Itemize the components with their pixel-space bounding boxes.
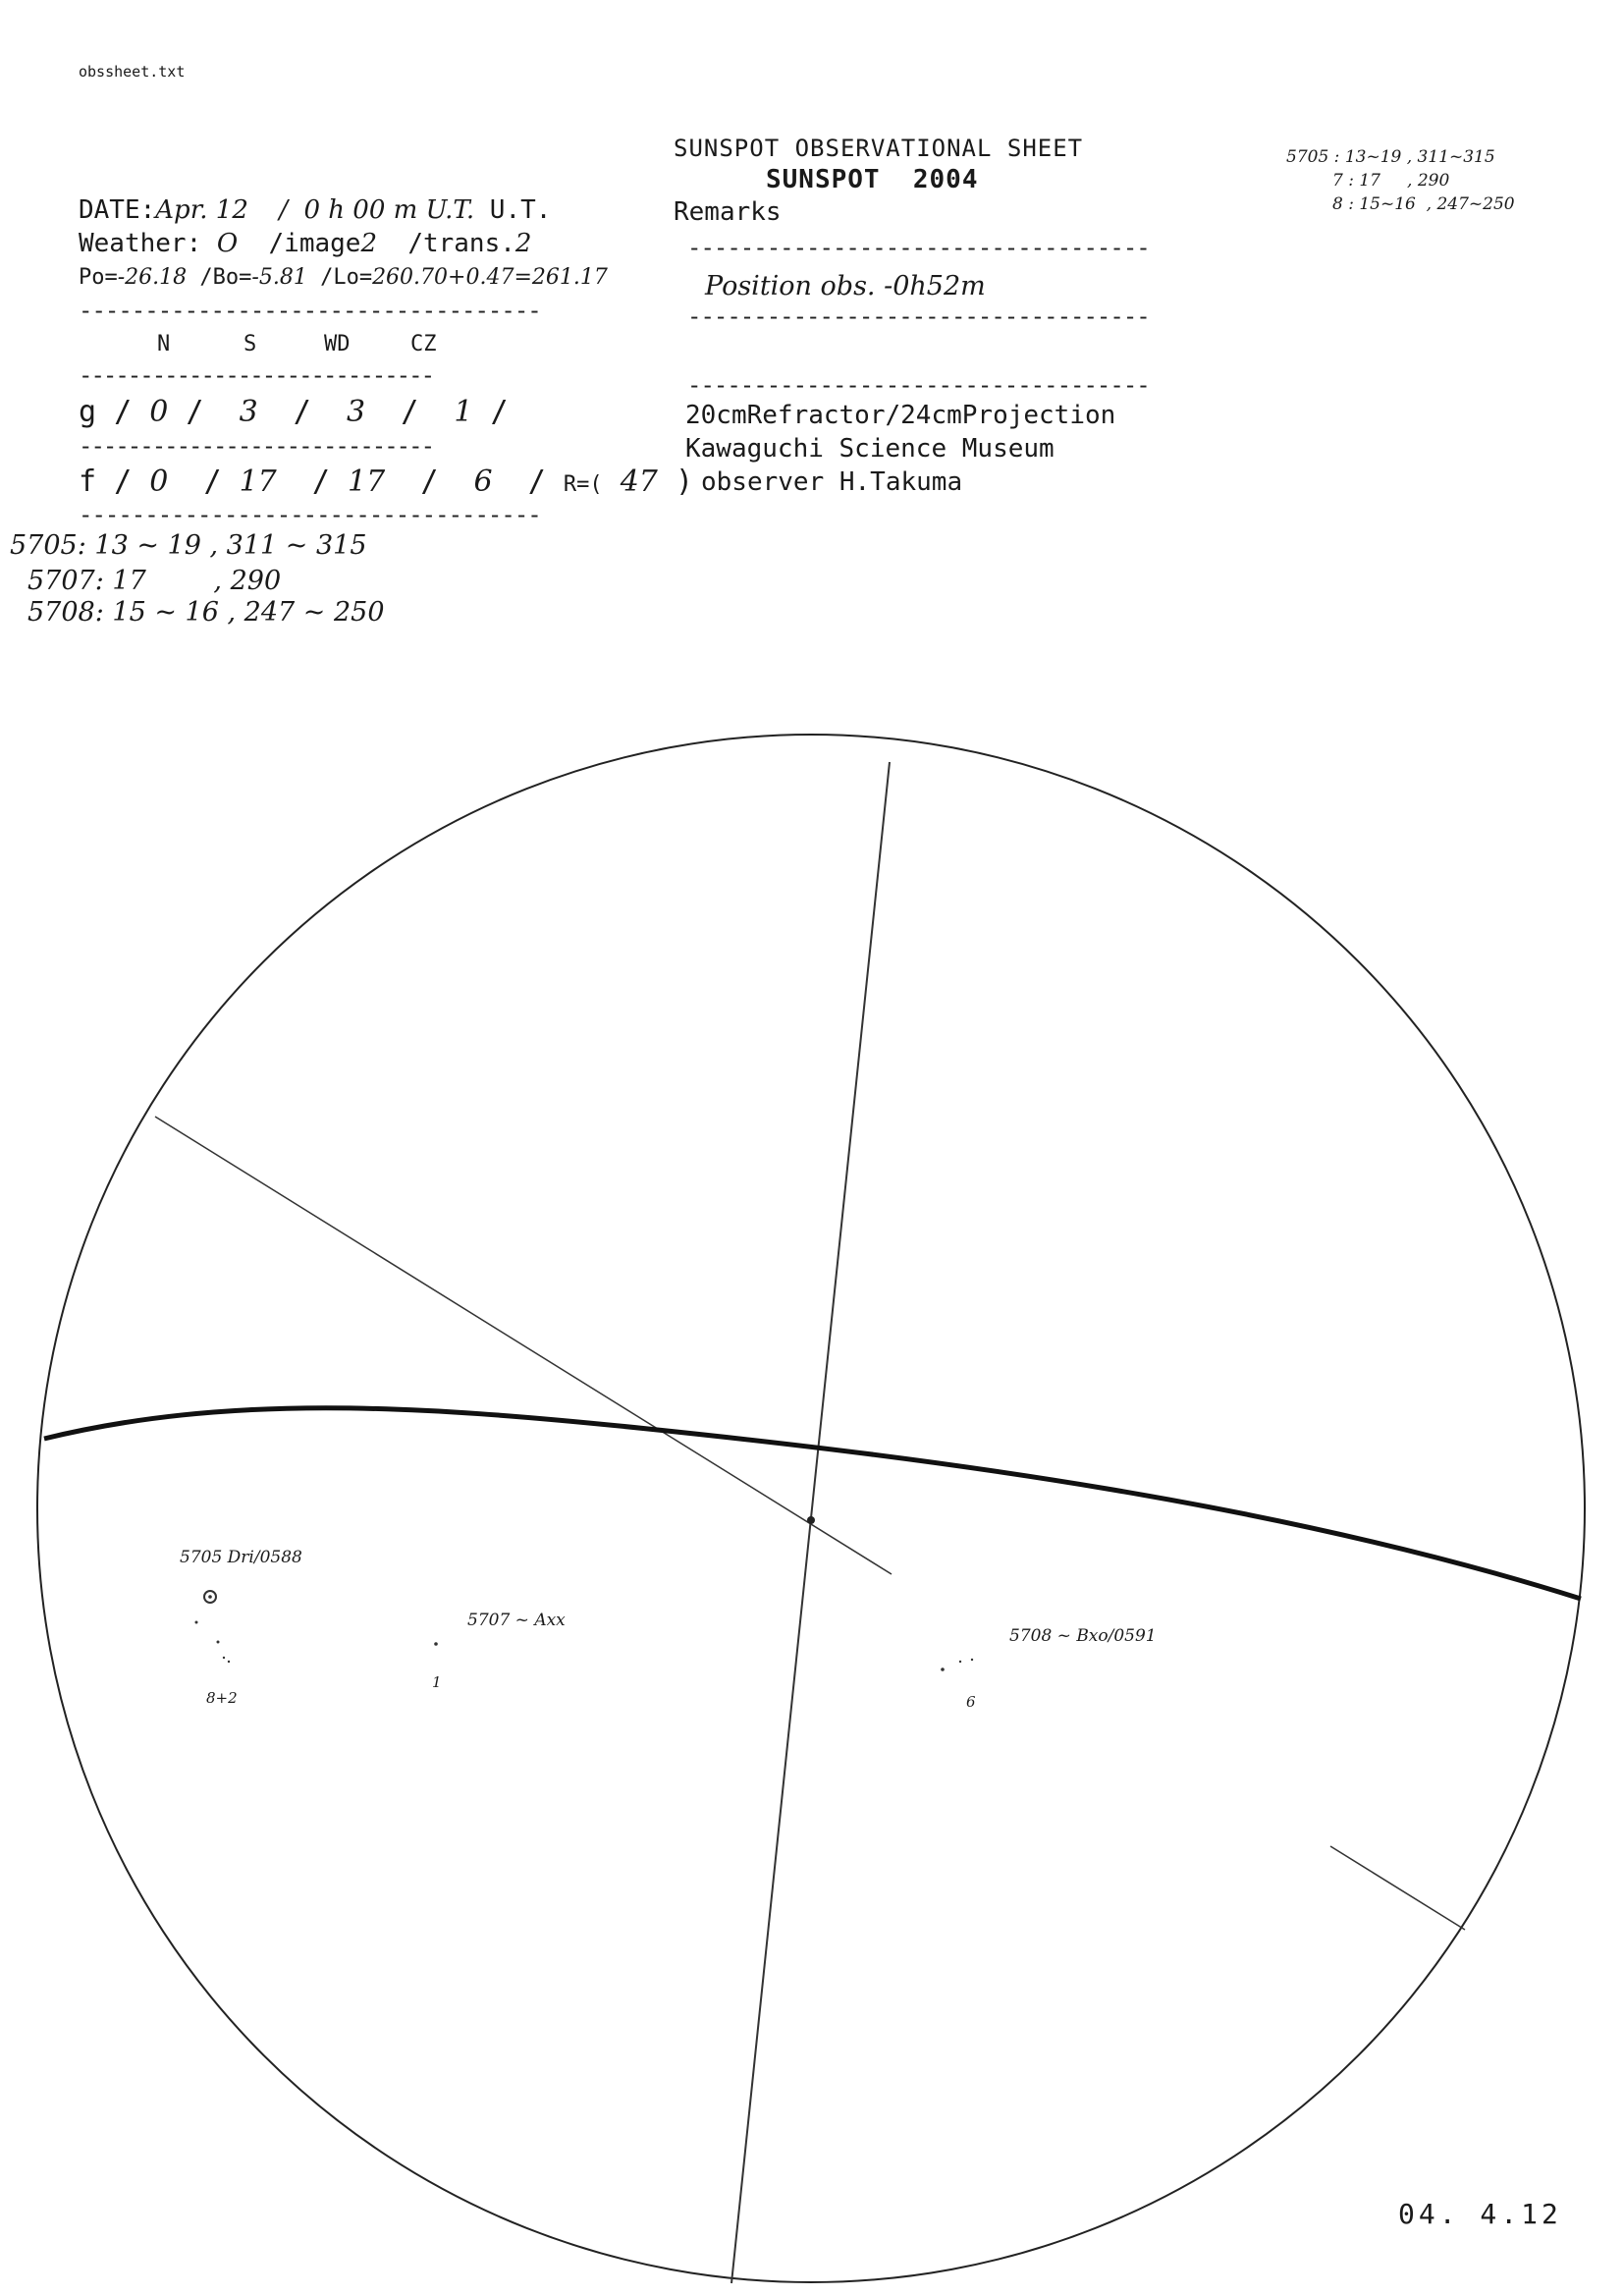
weather-value: O [216,229,239,258]
date-stamp: 04. 4.12 [1398,2198,1562,2230]
f-row: f / 0 / 17 / 17 / 6 / R=( 47 ) [79,465,693,499]
g-wd: 3 [347,395,366,429]
trans-value: 2 [514,229,532,258]
f-n: 0 [149,465,169,499]
region-coords: 17 , 290 [1359,171,1450,191]
g-cz: 1 [454,395,473,429]
region-coords: 15~16 , 247~250 [1359,194,1515,214]
sunspot-group-5707 [434,1642,438,1646]
sunspot-label-5705: 5705 Dri/0588 [180,1548,302,1567]
remarks-divider: ----------------------------------- [687,371,1150,399]
r-close: ) [675,465,693,499]
sheet-subtitle: SUNSPOT 2004 [766,165,979,194]
sunspot-group-5708 [959,1661,961,1663]
date-row: DATE:Apr. 12 / 0 h 00 m U.T. U.T. [79,195,552,225]
sunspot-group-5708 [971,1659,973,1661]
l0-value: 260.70+0.47=261.17 [372,265,608,290]
region-lat: 15 ~ 16 , [112,597,237,628]
col-wd: WD [324,332,351,356]
f-label: f [79,465,97,499]
disk-center-mark [807,1516,815,1524]
region-id: 5707: [27,566,104,596]
sheet-title: SUNSPOT OBSERVATIONAL SHEET [674,135,1084,162]
col-n: N [157,332,171,356]
r-value: 47 [620,465,658,499]
region-lat: 13 ~ 19 , [94,530,219,561]
region-id: 5708: [27,597,104,628]
instrument: 20cmRefractor/24cmProjection [685,401,1116,430]
remarks-note: Position obs. -0h52m [705,271,986,301]
form-divider: ----------------------------- [79,432,434,460]
axis-tick [1330,1846,1465,1930]
f-wd: 17 [348,465,386,499]
remarks-divider: ----------------------------------- [687,302,1150,330]
g-n: 0 [149,395,169,429]
sunspot-group-5705 [195,1621,198,1624]
region-lon: 311 ~ 315 [226,530,367,561]
region-id: 8 : [1332,194,1354,214]
sunspot-count-5707: 1 [432,1673,442,1691]
form-divider: ----------------------------- [79,361,434,389]
f-cz: 6 [473,465,493,499]
institution: Kawaguchi Science Museum [685,434,1055,464]
g-row: g / 0 / 3 / 3 / 1 / [79,395,509,429]
region-id: 5705 : [1286,147,1340,167]
g-label: g [79,395,97,429]
f-s: 17 [239,465,277,499]
image-value: 2 [360,229,377,258]
b0-label: /Bo= [199,265,252,290]
region-id: 5705: [10,530,86,561]
region-id: 7 : [1332,171,1354,191]
r-label: R=( [563,472,603,497]
g-s: 3 [239,395,258,429]
weather-label: Weather: [79,229,202,258]
form-divider: ----------------------------------- [79,501,541,528]
file-name: obssheet.txt [79,63,186,81]
p0-value: -26.18 [117,265,188,290]
region-lon: 290 [230,566,282,596]
p0-label: Po= [79,265,118,290]
remarks-divider: ----------------------------------- [687,234,1150,261]
image-label: /image [268,229,361,258]
time-value: / 0 h 00 m U.T. [279,195,475,225]
sunspot-label-5708: 5708 ~ Bxo/0591 [1009,1626,1157,1646]
sunspot-group-5705 [228,1661,230,1663]
sunspot-count-5705: 8+2 [206,1689,238,1707]
sunspot-group-5705 [223,1657,225,1659]
sunspot-group-5708 [941,1667,945,1671]
form-divider: ----------------------------------- [79,297,541,324]
sunspot-count-5708: 6 [966,1693,976,1711]
l0-label: /Lo= [320,265,373,290]
trans-label: /trans. [407,229,515,258]
date-value: Apr. 12 [155,195,248,225]
region-lat: 17 , [112,566,223,596]
region-coords: 13~19 , 311~315 [1344,147,1495,167]
sunspot-group-5705 [217,1641,220,1644]
sunspot-group-5705 [208,1595,212,1599]
remarks-label: Remarks [674,197,782,227]
region-lon: 247 ~ 250 [243,597,385,628]
observer: observer H.Takuma [701,467,963,497]
axis-line [155,1117,892,1574]
sunspot-label-5707: 5707 ~ Axx [467,1611,566,1630]
date-label: DATE: [79,195,156,225]
col-cz: CZ [410,332,437,356]
col-s: S [243,332,257,356]
b0-value: -5.81 [251,265,307,290]
solar-disk-outline [37,735,1585,2282]
